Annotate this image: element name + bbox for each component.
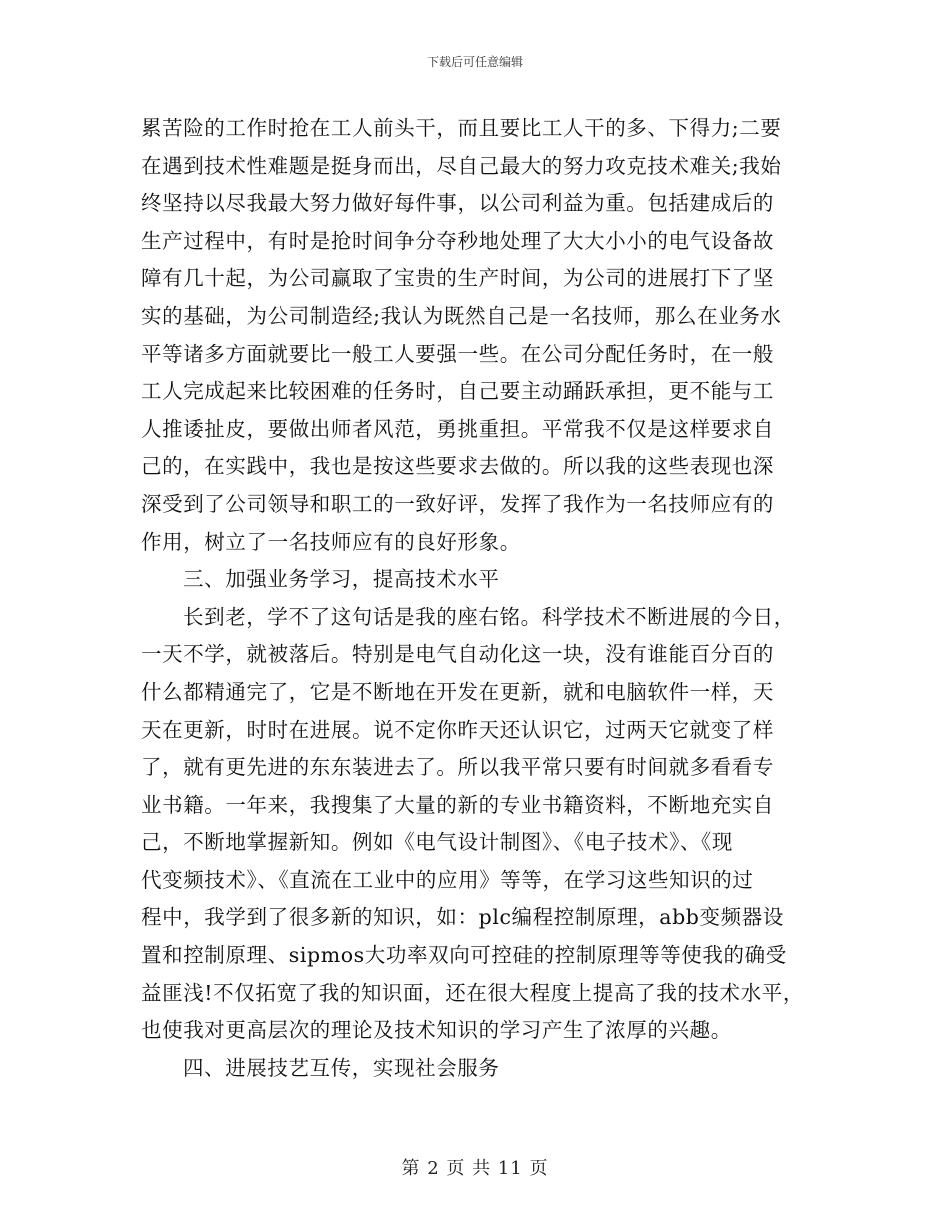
body-line: 人推诿扯皮，要做出师者风范，勇挑重担。平常我不仅是这样要求自 bbox=[141, 416, 774, 441]
body-line: 一天不学，就被落后。特别是电气自动化这一块，没有谁能百分百的 bbox=[141, 642, 774, 667]
body-line: 长到老，学不了这句话是我的座右铭。科学技术不断进展的今日， bbox=[183, 604, 795, 629]
body-line: 己，不断地掌握新知。例如《电气设计制图》、《电子技术》、《现 bbox=[141, 830, 733, 855]
body-line: 在遇到技术性难题是挺身而出，尽自己最大的努力攻克技术难关;我始 bbox=[141, 153, 782, 178]
body-line: 天在更新，时时在进展。说不定你昨天还认识它，过两天它就变了样 bbox=[141, 717, 774, 742]
body-line: 也使我对更高层次的理论及技术知识的学习产生了浓厚的兴趣。 bbox=[141, 1018, 732, 1043]
body-line: 益匪浅!不仅拓宽了我的知识面，还在很大程度上提高了我的技术水平， bbox=[141, 980, 804, 1005]
body-line: 什么都精通完了，它是不断地在开发在更新，就和电脑软件一样，天 bbox=[141, 679, 774, 704]
section-heading: 四、进展技艺互传，实现社会服务 bbox=[183, 1055, 500, 1080]
section-heading: 三、加强业务学习，提高技术水平 bbox=[183, 567, 500, 592]
body-line: 了，就有更先进的东东装进去了。所以我平常只要有时间就多看看专 bbox=[141, 755, 774, 780]
body-line: 生产过程中，有时是抢时间争分夺秒地处理了大大小小的电气设备故 bbox=[141, 228, 774, 253]
document-body bbox=[141, 110, 821, 1087]
body-line: 己的，在实践中，我也是按这些要求去做的。所以我的这些表现也深 bbox=[141, 454, 774, 479]
body-line: 作用，树立了一名技师应有的良好形象。 bbox=[141, 529, 521, 554]
page-number: 第 2 页 共 11 页 bbox=[401, 1158, 549, 1179]
body-line: 程中，我学到了很多新的知识，如：plc编程控制原理，abb变频器设 bbox=[141, 905, 784, 930]
body-line: 障有几十起，为公司赢取了宝贵的生产时间，为公司的进展打下了坚 bbox=[141, 266, 774, 291]
body-line: 终坚持以尽我最大努力做好每件事，以公司利益为重。包括建成后的 bbox=[141, 191, 774, 216]
body-line: 平等诸多方面就要比一般工人要强一些。在公司分配任务时，在一般 bbox=[141, 341, 774, 366]
body-line: 代变频技术》、《直流在工业中的应用》等等，在学习这些知识的过 bbox=[141, 867, 754, 892]
page-header: 下载后可任意编辑 bbox=[426, 55, 523, 69]
body-line: 工人完成起来比较困难的任务时，自己要主动踊跃承担，更不能与工 bbox=[141, 379, 774, 404]
body-line: 业书籍。一年来，我搜集了大量的新的专业书籍资料，不断地充实自 bbox=[141, 792, 774, 817]
body-line: 累苦险的工作时抢在工人前头干，而且要比工人干的多、下得力;二要 bbox=[141, 116, 782, 140]
body-line: 实的基础，为公司制造经;我认为既然自己是一名技师，那么在业务水 bbox=[141, 303, 782, 328]
body-line: 深受到了公司领导和职工的一致好评，发挥了我作为一名技师应有的 bbox=[141, 491, 774, 516]
body-line: 置和控制原理、sipmos大功率双向可控硅的控制原理等等使我的确受 bbox=[141, 943, 787, 968]
